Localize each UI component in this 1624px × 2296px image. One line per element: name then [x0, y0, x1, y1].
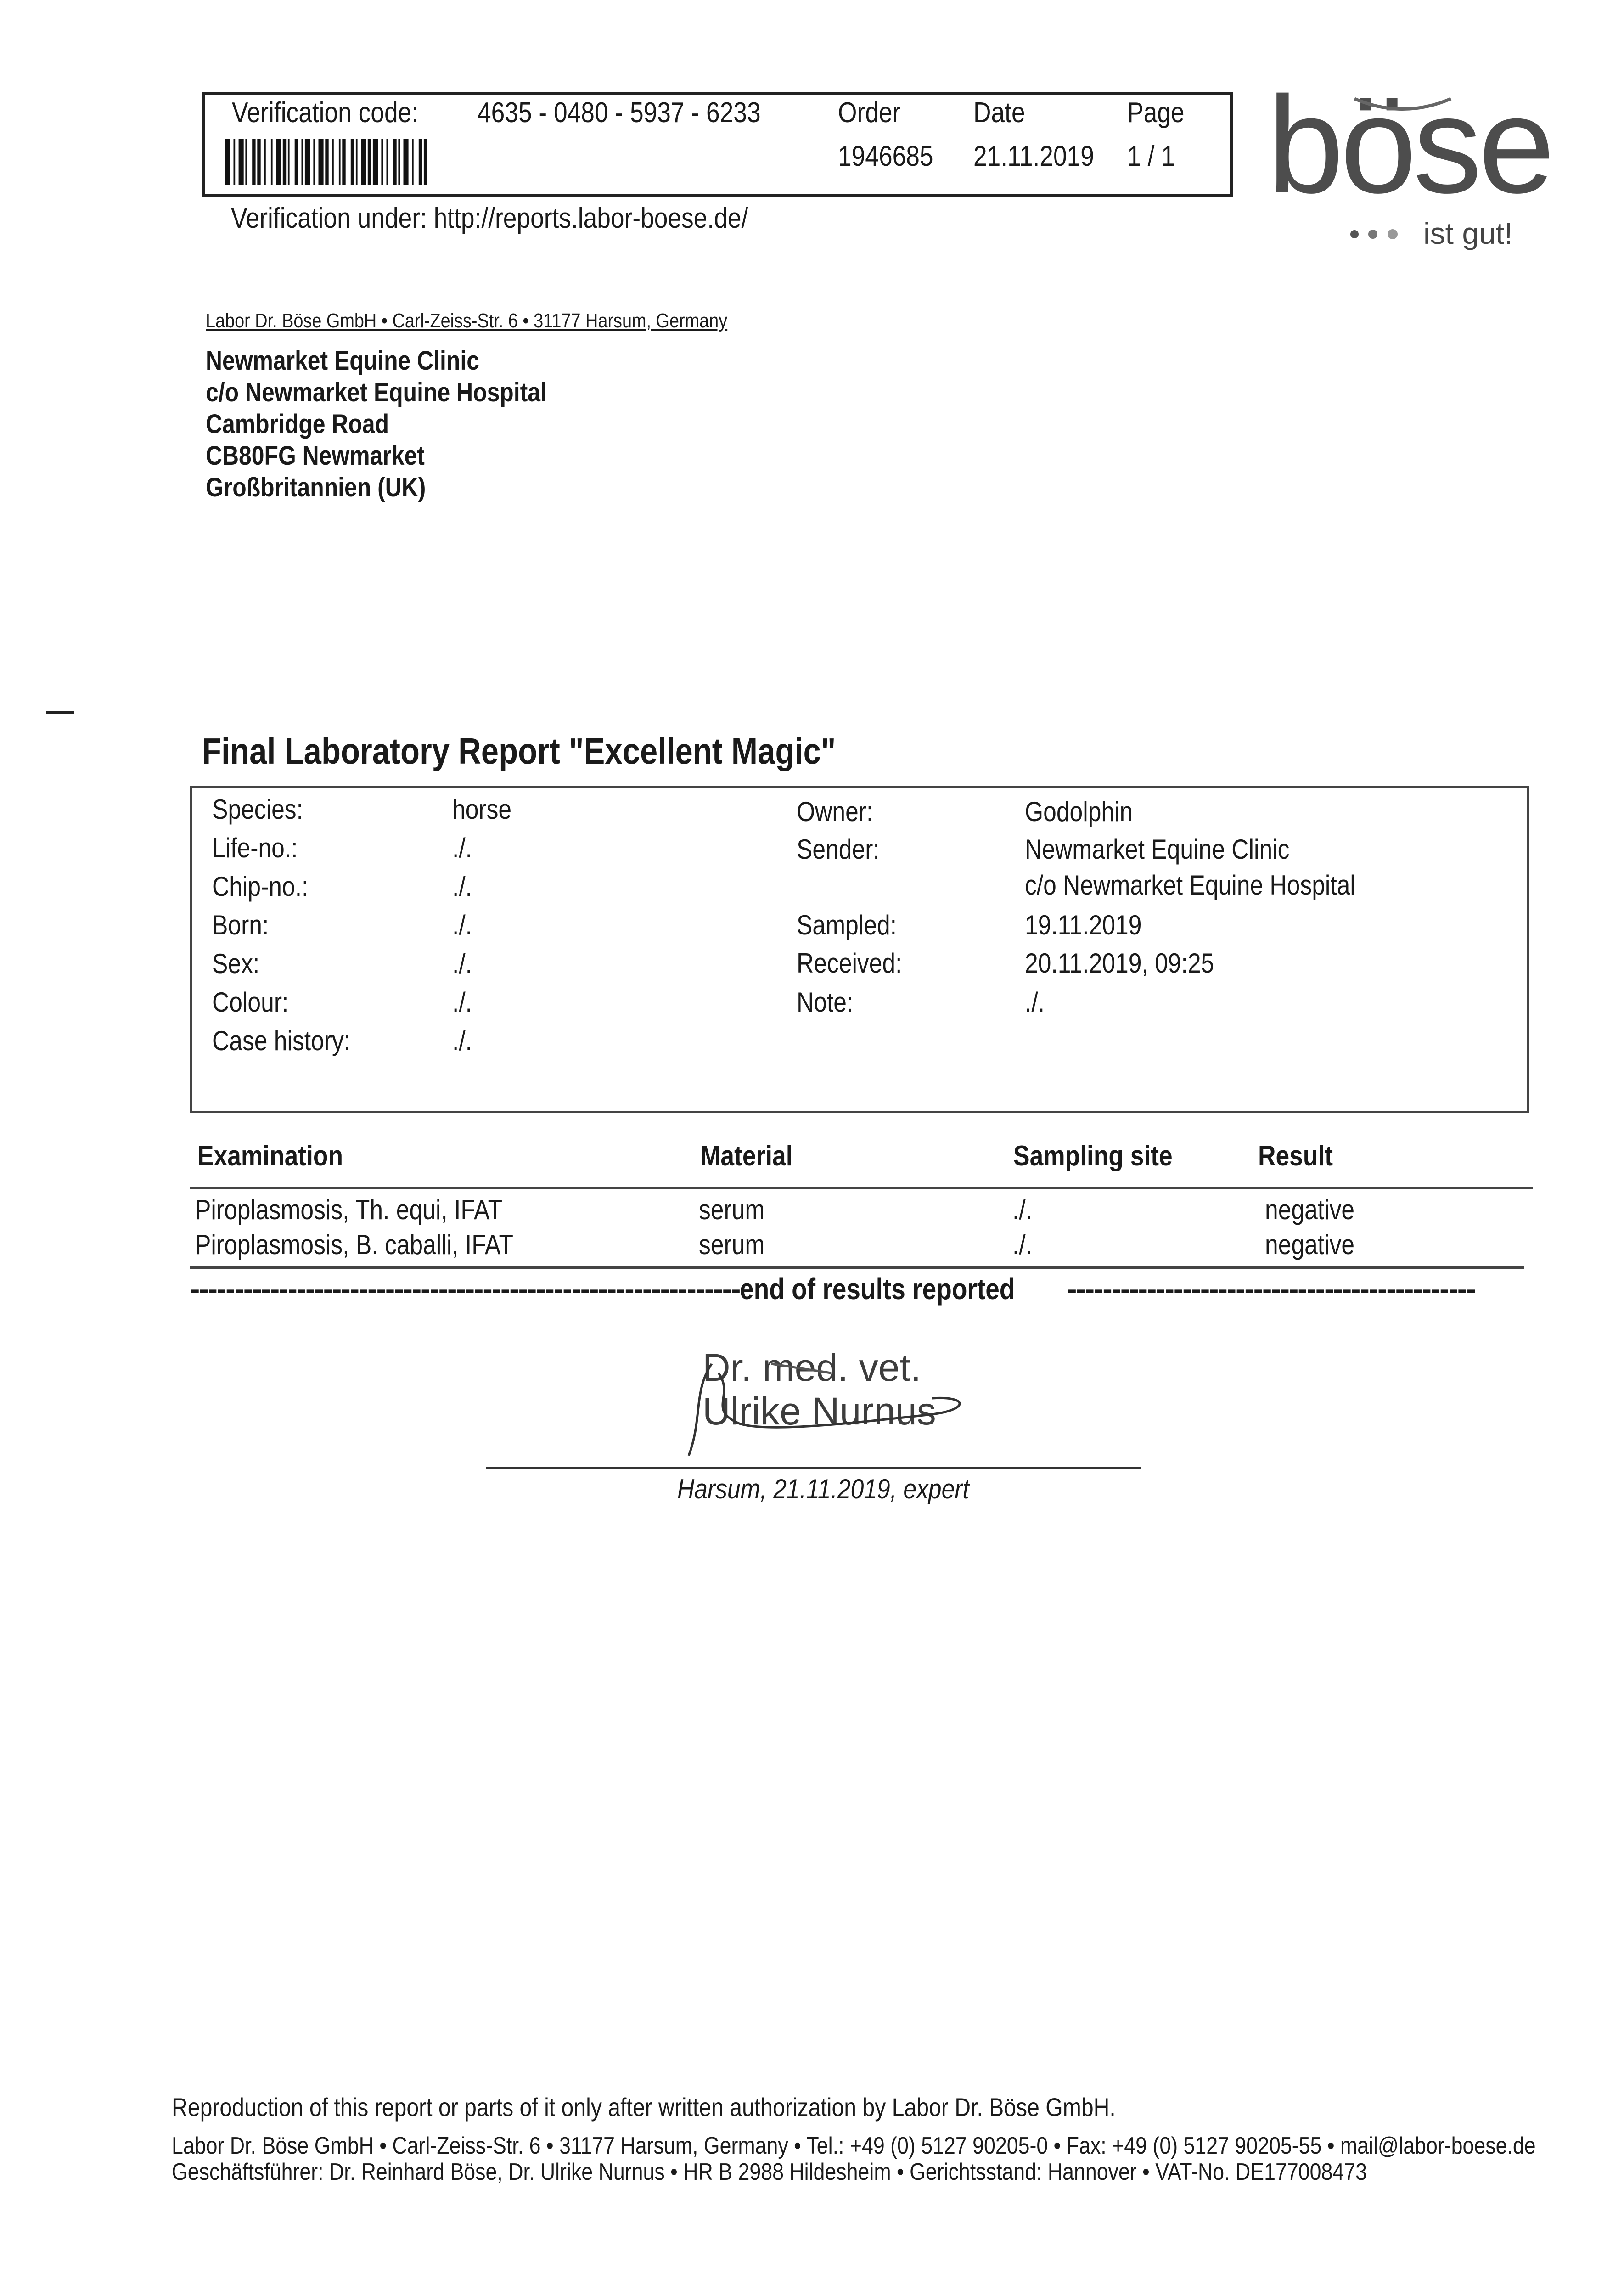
table-cell: Piroplasmosis, Th. equi, IFAT	[195, 1194, 503, 1225]
handwritten-signature	[675, 1355, 978, 1474]
table-cell: negative	[1265, 1229, 1355, 1260]
address-line: CB80FG Newmarket	[206, 441, 425, 471]
info-value: ./.	[452, 871, 472, 902]
logo-swoosh-icon	[1350, 94, 1455, 122]
footer-line-1: Labor Dr. Böse GmbH • Carl-Zeiss-Str. 6 • 31177 Harsum, Germany • Tel.: +49 (0) 5127 90205-0 • Fax: +49 (0) 5127 90205-55 • mail@labor-boese.de	[172, 2133, 1536, 2159]
info-label: Colour:	[212, 987, 289, 1018]
report-title: Final Laboratory Report "Excellent Magic"	[202, 731, 836, 771]
barcode	[225, 139, 560, 185]
reproduction-notice: Reproduction of this report or parts of it only after written authorization by Labor Dr. Böse GmbH.	[172, 2093, 1116, 2122]
info-value: ./.	[452, 910, 472, 940]
sender-line: Labor Dr. Böse GmbH • Carl-Zeiss-Str. 6 • 31177 Harsum, Germany	[206, 310, 728, 332]
date-label: Date	[973, 97, 1025, 129]
footer-line-2: Geschäftsführer: Dr. Reinhard Böse, Dr. Ulrike Nurnus • HR B 2988 Hildesheim • Gerichtsstand: Hannover • VAT-No. DE177008473	[172, 2159, 1367, 2185]
info-value: horse	[452, 794, 512, 825]
info-value: ./.	[452, 833, 472, 863]
verification-url: Verification under: http://reports.labor-boese.de/	[231, 203, 748, 234]
address-line: Cambridge Road	[206, 409, 389, 439]
info-label: Born:	[212, 910, 269, 940]
table-cell: serum	[699, 1194, 765, 1225]
info-value: 19.11.2019	[1025, 910, 1142, 940]
table-cell: negative	[1265, 1194, 1355, 1225]
info-value: ./.	[452, 987, 472, 1018]
info-label: Received:	[797, 948, 902, 979]
logo-dots-icon	[1348, 225, 1407, 243]
info-value: ./.	[1025, 987, 1045, 1018]
end-of-results-line: --------------------------------------------------------------end of results reported ----------------------------------------------	[190, 1272, 1475, 1306]
order-value: 1946685	[838, 141, 933, 172]
address-line: Großbritannien (UK)	[206, 473, 426, 502]
info-value: Godolphin	[1025, 796, 1133, 827]
info-label: Species:	[212, 794, 303, 825]
col-examination: Examination	[197, 1140, 343, 1172]
signature-line2: Ulrike Nurnus	[702, 1390, 936, 1433]
date-value: 21.11.2019	[973, 141, 1094, 172]
col-material: Material	[700, 1140, 793, 1172]
info-value: Newmarket Equine Clinic	[1025, 834, 1290, 865]
info-value: ./.	[452, 1025, 472, 1056]
signature-rule	[486, 1467, 1141, 1469]
info-value: 20.11.2019, 09:25	[1025, 948, 1214, 979]
logo-tagline: ist gut!	[1423, 216, 1513, 250]
info-label: Chip-no.:	[212, 871, 309, 902]
info-label: Sender:	[797, 834, 880, 865]
table-cell: ./.	[1012, 1194, 1033, 1225]
info-label: Sampled:	[797, 910, 897, 940]
info-label: Note:	[797, 987, 854, 1018]
col-result: Result	[1258, 1140, 1333, 1172]
info-label: Life-no.:	[212, 833, 298, 863]
signature-caption: Harsum, 21.11.2019, expert	[677, 1474, 969, 1504]
info-label: Owner:	[797, 796, 873, 827]
table-cell: serum	[699, 1229, 765, 1260]
verification-label: Verification code:	[232, 97, 419, 129]
order-label: Order	[838, 97, 901, 129]
table-cell: Piroplasmosis, B. caballi, IFAT	[195, 1229, 513, 1260]
end-of-results-text: end of results reported	[740, 1272, 1015, 1306]
table-cell: ./.	[1012, 1229, 1033, 1260]
signature-line1: Dr. med. vet.	[702, 1346, 922, 1389]
info-label: Case history:	[212, 1025, 351, 1056]
info-value: c/o Newmarket Equine Hospital	[1025, 870, 1355, 900]
info-label: Sex:	[212, 948, 260, 979]
table-bottom-rule	[190, 1266, 1524, 1269]
table-header-rule	[190, 1187, 1533, 1189]
address-line: Newmarket Equine Clinic	[206, 346, 479, 376]
fold-mark	[46, 711, 74, 714]
info-value: ./.	[452, 948, 472, 979]
verification-code: 4635 - 0480 - 5937 - 6233	[478, 97, 761, 129]
page-label: Page	[1127, 97, 1185, 129]
col-sampling-site: Sampling site	[1013, 1140, 1173, 1172]
address-line: c/o Newmarket Equine Hospital	[206, 377, 547, 407]
page-value: 1 / 1	[1127, 141, 1175, 172]
boese-logo: böse	[1267, 68, 1551, 222]
